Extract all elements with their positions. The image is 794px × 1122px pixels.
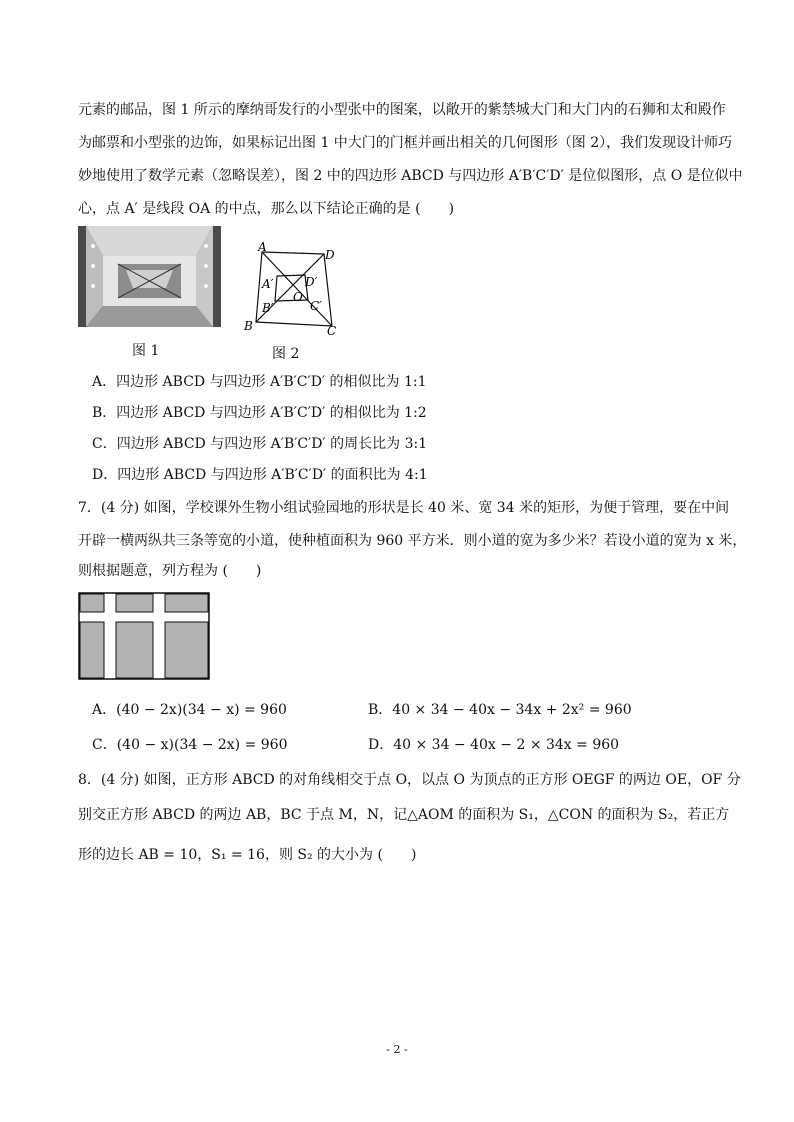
q6-line-1: 元素的邮品，图 1 所示的摩纳哥发行的小型张中的图案，以敞开的紫禁城大门和大门内的石狮和太和殿作 — [78, 102, 726, 118]
label-c-prime: C′ — [310, 299, 322, 313]
q6-line-2: 为邮票和小型张的边饰，如果标记出图 1 中大门的门框并画出相关的几何图形（图 2），我们发现设计师巧 — [78, 135, 733, 151]
q7-option-d: D．40 × 34 − 40x − 2 × 34x = 960 — [368, 737, 620, 753]
label-a: A — [258, 240, 267, 254]
garden-diagram — [78, 592, 210, 680]
label-b-prime: B′ — [262, 301, 274, 315]
q7-line-1: 7．(4 分) 如图，学校课外生物小组试验园地的形状是长 40 米、宽 34 米的矩形，为便于管理，要在中间 — [78, 500, 730, 516]
label-a-prime: A′ — [262, 277, 274, 291]
figure-1-caption: 图 1 — [132, 343, 160, 359]
figure-2-diagram — [238, 240, 348, 340]
q7-option-c: C．(40 − x)(34 − 2x) = 960 — [92, 737, 288, 753]
q6-option-a: A．四边形 ABCD 与四边形 A′B′C′D′ 的相似比为 1:1 — [92, 374, 427, 390]
page-number: - 2 - — [386, 1043, 408, 1056]
q6-line-3: 妙地使用了数学元素（忽略误差），图 2 中的四边形 ABCD 与四边形 A′B′C′D′ 是位似图形，点 O 是位似中 — [78, 168, 743, 184]
q8-line-1: 8．(4 分) 如图，正方形 ABCD 的对角线相交于点 O，以点 O 为顶点的正方形 OEGF 的两边 OE，OF 分 — [78, 772, 741, 788]
q7-line-3: 则根据题意，列方程为 ( ) — [78, 563, 262, 579]
label-c: C — [327, 324, 337, 338]
q8-line-2: 别交正方形 ABCD 的两边 AB，BC 于点 M，N，记△AOM 的面积为 S₁，△CON 的面积为 S₂，若正方 — [78, 807, 730, 823]
q6-option-d: D．四边形 ABCD 与四边形 A′B′C′D′ 的面积比为 4:1 — [92, 467, 428, 483]
label-o: O — [293, 290, 303, 304]
q6-line-4: 心，点 A′ 是线段 OA 的中点，那么以下结论正确的是 ( ) — [78, 201, 455, 217]
figure-1-photo — [78, 226, 221, 327]
q6-option-c: C．四边形 ABCD 与四边形 A′B′C′D′ 的周长比为 3:1 — [92, 436, 428, 452]
figure-2-caption: 图 2 — [272, 346, 300, 362]
q8-line-3: 形的边长 AB = 10，S₁ = 16，则 S₂ 的大小为 ( ) — [78, 847, 417, 863]
label-b: B — [244, 319, 253, 333]
q6-option-b: B．四边形 ABCD 与四边形 A′B′C′D′ 的相似比为 1:2 — [92, 405, 427, 421]
label-d: D — [325, 248, 335, 262]
q7-option-a: A．(40 − 2x)(34 − x) = 960 — [92, 702, 287, 718]
label-d-prime: D′ — [305, 275, 318, 289]
q7-line-2: 开辟一横两纵共三条等宽的小道，使种植面积为 960 平方米．则小道的宽为多少米？若设小道的宽为 x 米， — [78, 533, 747, 549]
q7-option-b: B．40 × 34 − 40x − 34x + 2x² = 960 — [368, 702, 632, 718]
